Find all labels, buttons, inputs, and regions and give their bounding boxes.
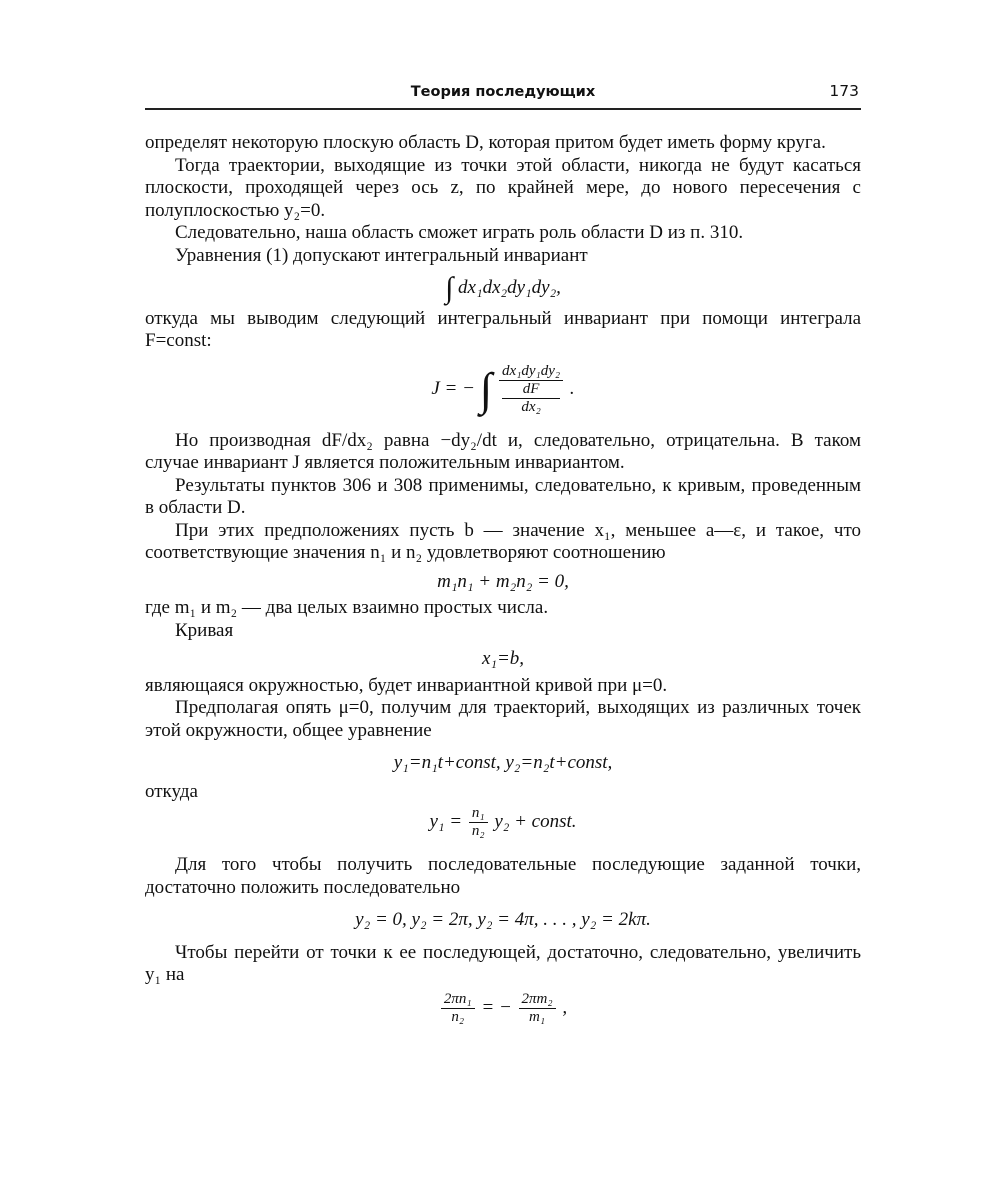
fraction-numerator: 2πm₂ — [519, 991, 556, 1009]
paragraph: откуда — [145, 780, 198, 802]
paragraph: Следовательно, наша область сможет играть роль области D из п. 310. — [175, 222, 744, 243]
page-number: 173 — [829, 82, 859, 100]
fraction-numerator: n₁ — [469, 805, 488, 823]
fraction-denominator: dx₂ — [521, 398, 541, 415]
fraction-denominator: n₂ — [451, 1008, 465, 1025]
equation-curve: x₁=b, — [481, 648, 525, 670]
running-header — [145, 82, 861, 110]
equation-integral-invariant — [145, 271, 861, 305]
paragraph: откуда мы выводим следующий интегральный инвариант при помощи интеграла F=const: — [145, 307, 861, 352]
paragraph: При этих предположениях пусть b — значение x₁, меньшее a—ε, и такое, что соответствующие значения n₁ и n₂ удовлетворяют соотношению — [145, 519, 861, 564]
equation-resonance: m₁n₁ + m₂n₂ = 0, — [437, 570, 569, 592]
equation-invariant-J — [145, 363, 861, 416]
equation-lhs: y₁ = — [429, 811, 463, 833]
equation-successive-values: y₂ = 0, y₂ = 2π, y₂ = 4π, . . . , y₂ = 2kπ. — [355, 909, 651, 931]
paragraph: где m₁ и m₂ — два целых взаимно простых числа. — [145, 597, 549, 619]
equation-tail: y₂ + const. — [494, 811, 577, 833]
fraction — [519, 991, 556, 1026]
integral-sign-icon: ∫ — [445, 271, 454, 305]
fraction-numerator: 2πn₁ — [441, 991, 475, 1009]
equation-mid: = − — [481, 996, 512, 1018]
integral-sign-icon: ∫ — [479, 363, 493, 415]
fraction — [499, 363, 563, 416]
equation-trajectories: y₁=n₁t+const, y₂=n₂t+const, — [393, 752, 613, 774]
running-title: Теория последующих — [410, 84, 596, 100]
paragraph: Для того чтобы получить последовательные последующие заданной точки, достаточно положить последовательно — [145, 854, 861, 898]
equation-tail: . — [569, 377, 575, 399]
equation-lhs: J = − — [431, 377, 475, 399]
paragraph: Кривая — [175, 619, 234, 641]
paragraph: Чтобы перейти от точки к ее последующей, достаточно, следовательно, увеличить y₁ на — [145, 941, 861, 986]
paragraph: Результаты пунктов 306 и 308 применимы, следовательно, к кривым, проведенным в области D. — [145, 474, 861, 519]
fraction-denominator: m₁ — [529, 1008, 546, 1025]
equation-text: dx₁dx₂dy₁dy₂, — [458, 277, 561, 298]
fraction-denominator — [499, 381, 563, 416]
paragraph: Предполагая опять μ=0, получим для траекторий, выходящих из различных точек этой окружности, общее уравнение — [145, 697, 861, 741]
equation-y1 — [145, 805, 861, 840]
paragraph: Но производная dF/dx₂ равна −dy₂/dt и, следовательно, отрицательна. В таком случае инвариант J является положительным инвариантом. — [145, 429, 861, 474]
paragraph: Тогда траектории, выходящие из точки этой области, никогда не будут касаться плоскости, проходящей через ось z, по крайней мере, до нового пересечения с полуплоскостью y₂=0. — [145, 154, 861, 221]
fraction — [469, 805, 488, 840]
fraction — [441, 991, 475, 1026]
paragraph: являющаяся окружностью, будет инвариантной кривой при μ=0. — [145, 674, 668, 696]
fraction-numerator: dF — [502, 381, 560, 399]
fraction-denominator: n₂ — [471, 823, 485, 840]
fraction-numerator: dx₁dy₁dy₂ — [499, 363, 563, 381]
equation-increment — [145, 991, 861, 1026]
equation-tail: , — [562, 996, 568, 1018]
paragraph: определят некоторую плоскую область D, которая притом будет иметь форму круга. — [145, 132, 826, 153]
page-body — [145, 132, 861, 1026]
paragraph: Уравнения (1) допускают интегральный инвариант — [175, 244, 588, 266]
